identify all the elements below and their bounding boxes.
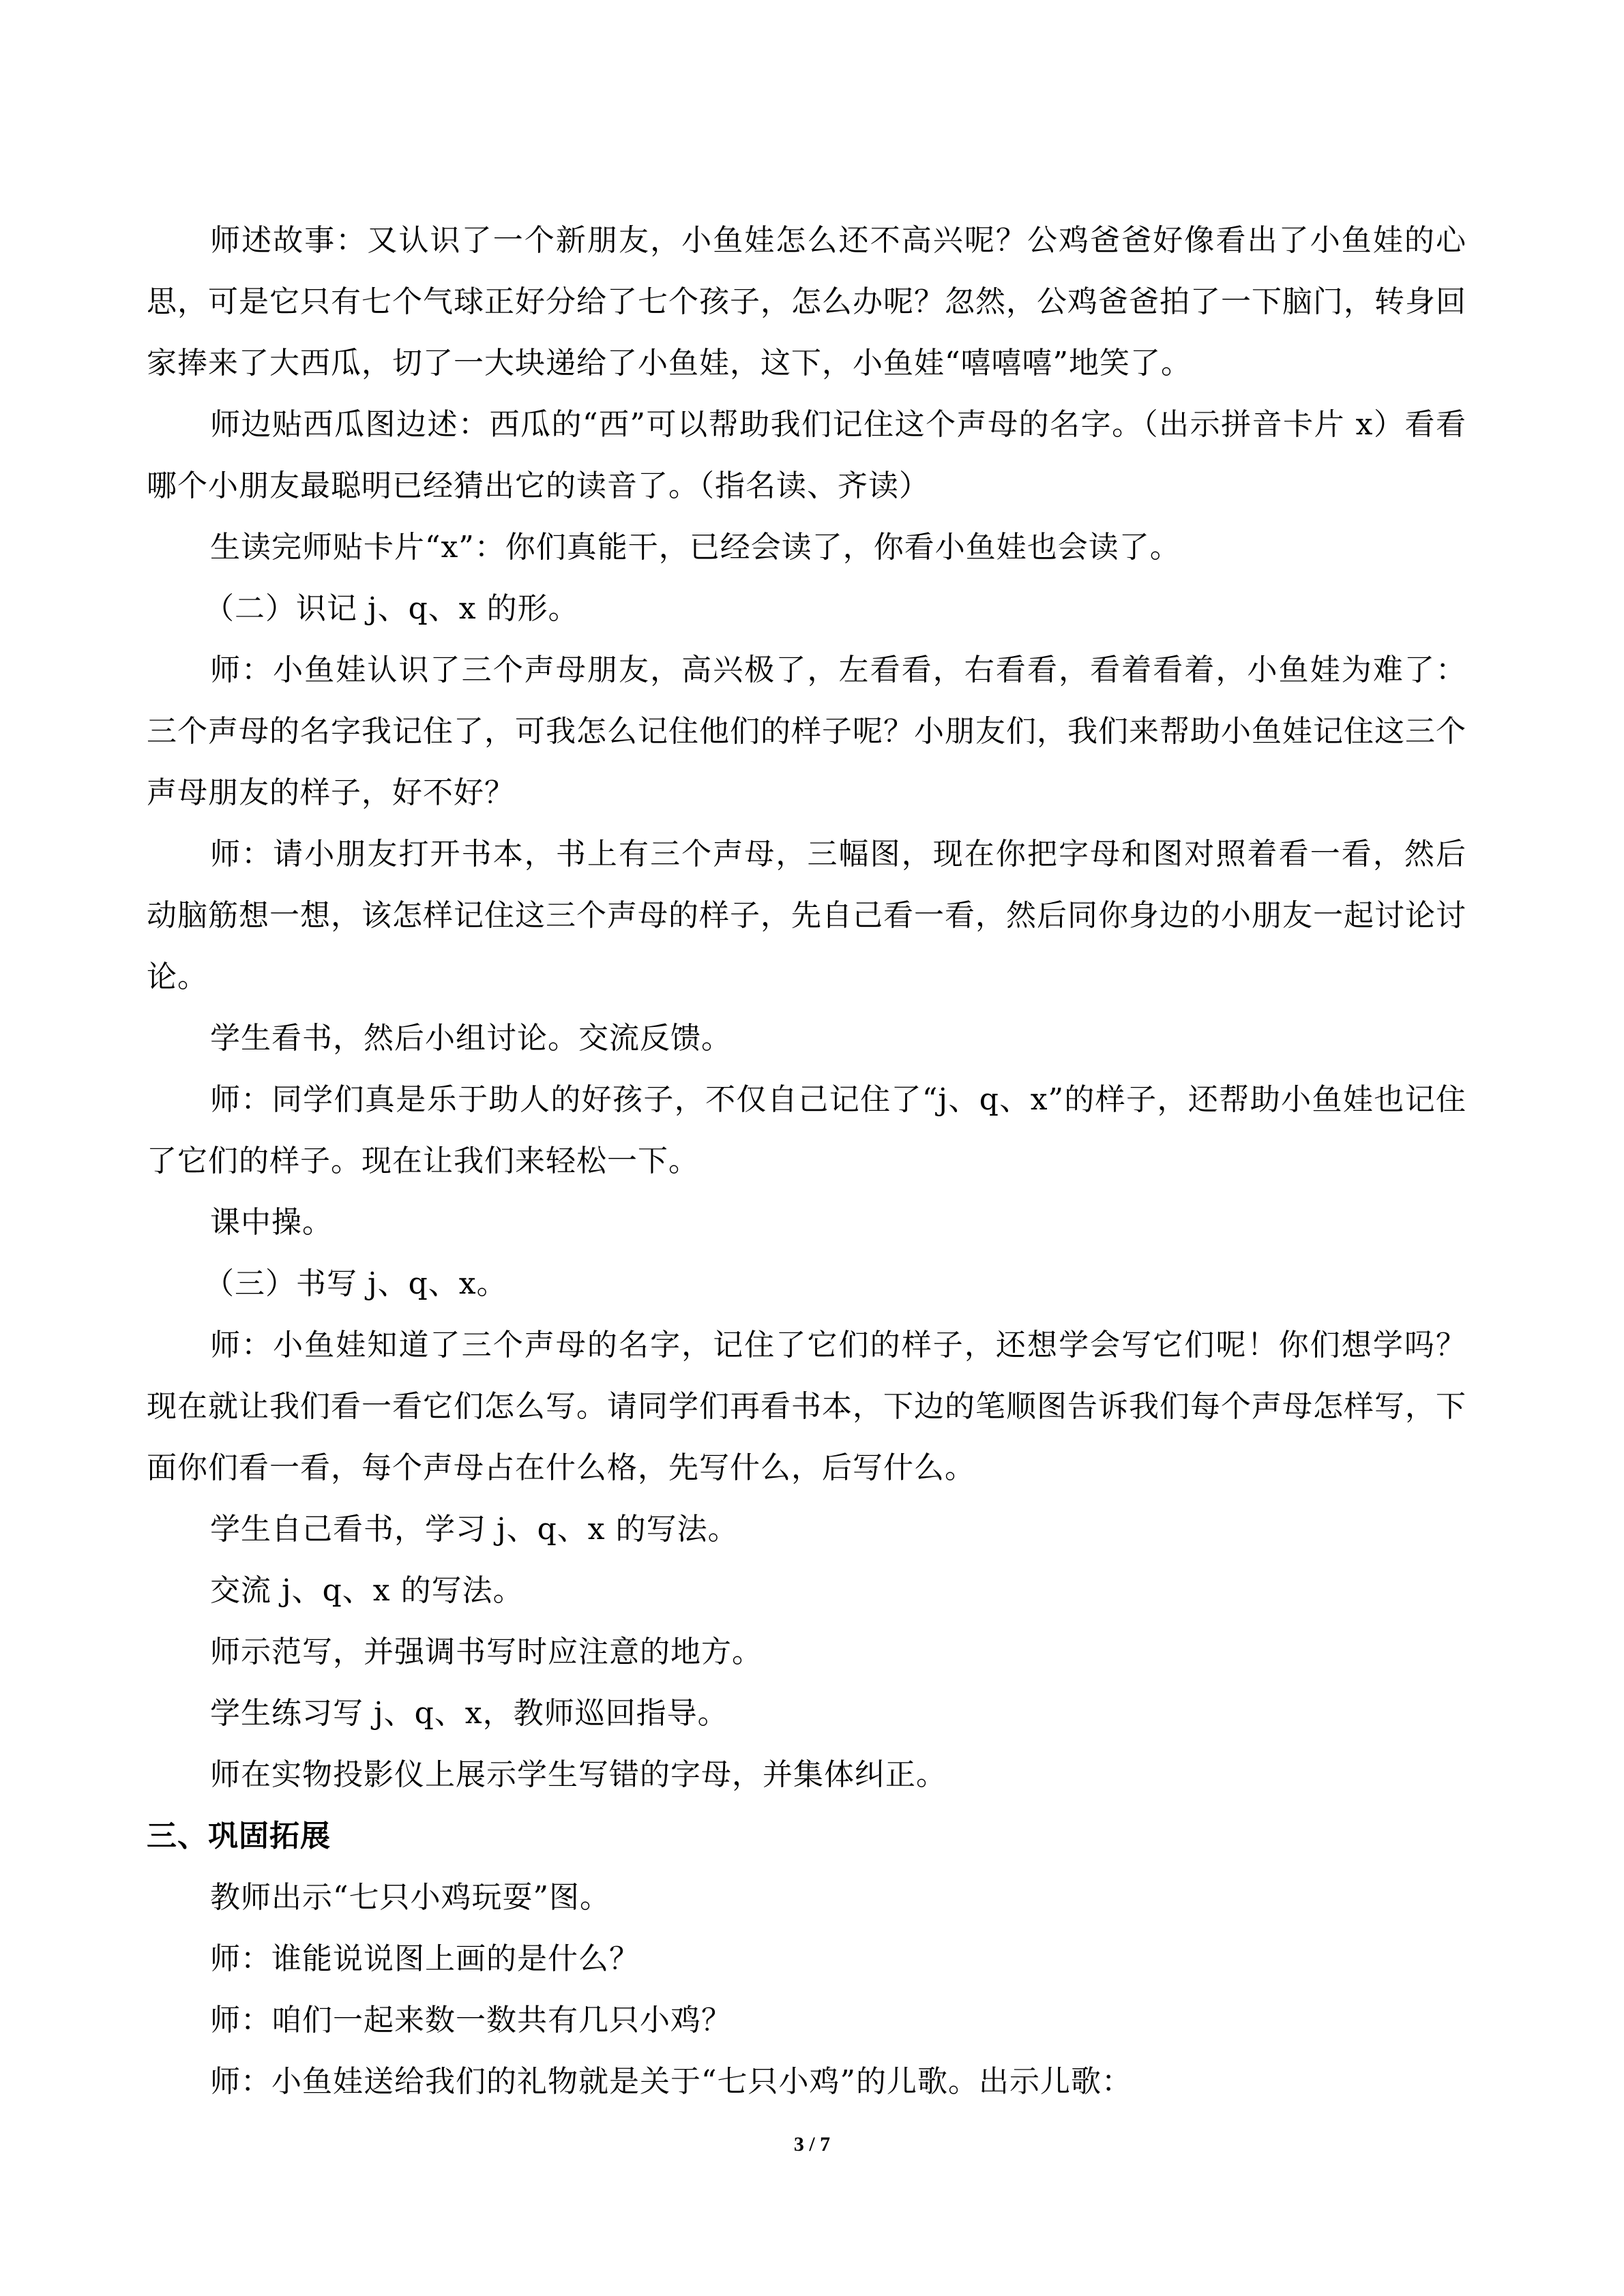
paragraph-helpful-kids: 师：同学们真是乐于助人的好孩子，不仅自己记住了“j、q、x”的样子，还帮助小鱼娃也记住了它们的样子。现在让我们来轻松一下。	[147, 1082, 1466, 1178]
paragraph-exercise: 课中操。	[210, 1205, 333, 1240]
paragraph-projector: 师在实物投影仪上展示学生写错的字母，并集体纠正。	[210, 1757, 947, 1792]
paragraph-count-chicks: 师：咱们一起来数一数共有几只小鸡？	[210, 2003, 732, 2038]
paragraph-remember-shape: 师：小鱼娃认识了三个声母朋友，高兴极了，左看看，右看看，看着看着，小鱼娃为难了：三个声母的名字我记住了，可我怎么记住他们的样子呢？小朋友们，我们来帮助小鱼娃记住这三个声母朋友的样子，好不好？	[147, 653, 1466, 810]
page-number: 3 / 7	[793, 2133, 831, 2156]
document-body	[147, 210, 1466, 2113]
paragraph-exchange: 交流 j、q、x 的写法。	[210, 1573, 524, 1608]
paragraph-show-picture: 教师出示“七只小鸡玩耍”图。	[210, 1880, 610, 1915]
paragraph-read-card: 生读完师贴卡片“x”：你们真能干，已经会读了，你看小鱼娃也会读了。	[210, 530, 1181, 565]
paragraph-practice: 学生练习写 j、q、x，教师巡回指导。	[210, 1696, 728, 1731]
paragraph-learn-writing: 师：小鱼娃知道了三个声母的名字，记住了它们的样子，还想学会写它们呢！你们想学吗？现在就让我们看一看它们怎么写。请同学们再看书本，下边的笔顺图告诉我们每个声母怎样写，下面你们看一看，每个声母占在什么格，先写什么，后写什么。	[147, 1328, 1466, 1485]
paragraph-group-discussion: 学生看书，然后小组讨论。交流反馈。	[210, 1021, 732, 1056]
subheading-shape: （二）识记 j、q、x 的形。	[204, 591, 579, 626]
paragraph-story: 师述故事：又认识了一个新朋友，小鱼娃怎么还不高兴呢？公鸡爸爸好像看出了小鱼娃的心思，可是它只有七个气球正好分给了七个孩子，怎么办呢？忽然，公鸡爸爸拍了一下脑门，转身回家捧来了大西瓜，切了一大块递给了小鱼娃，这下，小鱼娃“嘻嘻嘻”地笑了。	[147, 223, 1466, 381]
paragraph-watermelon: 师边贴西瓜图边述：西瓜的“西”可以帮助我们记住这个声母的名字。（出示拼音卡片 x）看看哪个小朋友最聪明已经猜出它的读音了。（指名读、齐读）	[147, 407, 1466, 503]
paragraph-nursery-rhyme: 师：小鱼娃送给我们的礼物就是关于“七只小鸡”的儿歌。出示儿歌：	[210, 2064, 1132, 2099]
paragraph-what-drawn: 师：谁能说说图上画的是什么？	[210, 1941, 640, 1976]
paragraph-open-book: 师：请小朋友打开书本，书上有三个声母，三幅图，现在你把字母和图对照着看一看，然后动脑筋想一想，该怎样记住这三个声母的样子，先自己看一看，然后同你身边的小朋友一起讨论讨论。	[147, 837, 1466, 994]
subheading-writing: （三）书写 j、q、x。	[204, 1266, 507, 1301]
paragraph-self-study: 学生自己看书，学习 j、q、x 的写法。	[210, 1512, 739, 1547]
section-heading-consolidate: 三、巩固拓展	[147, 1819, 331, 1853]
paragraph-demonstrate: 师示范写，并强调书写时应注意的地方。	[210, 1635, 763, 1669]
